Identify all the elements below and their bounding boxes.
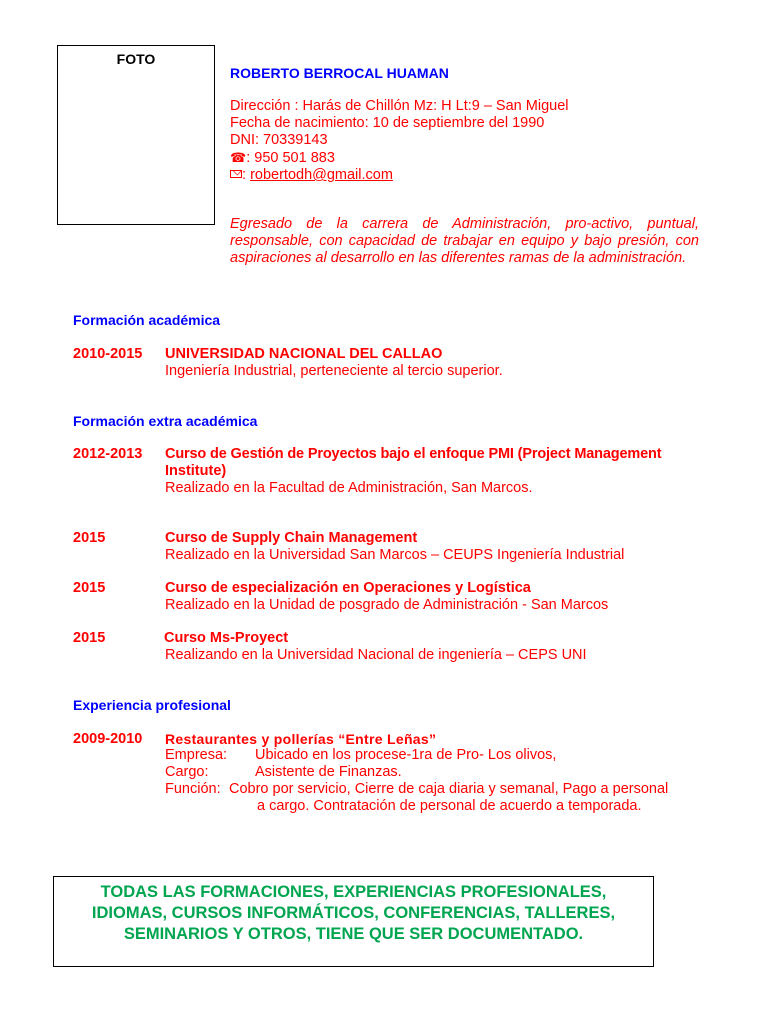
- address: Dirección : Harás de Chillón Mz: H Lt:9 – San Miguel: [230, 98, 569, 114]
- company-label: Empresa:: [165, 747, 228, 763]
- entry-year: 2015: [73, 630, 106, 646]
- email-prefix: :: [242, 167, 251, 183]
- photo-label: FOTO: [116, 51, 156, 67]
- entry-year: 2009-2010: [73, 731, 143, 747]
- role-value: Asistente de Finanzas.: [255, 764, 402, 780]
- entry-title: Curso Ms-Proyect: [164, 630, 289, 646]
- contact-block: [230, 98, 568, 184]
- notice-line: SEMINARIOS Y OTROS, TIENE QUE SER DOCUMENTADO.: [123, 925, 584, 943]
- candidate-name: ROBERTO BERROCAL HUAMAN: [230, 65, 449, 81]
- section-title-experience: Experiencia profesional: [73, 697, 231, 713]
- email-row: [230, 167, 568, 184]
- notice-text: [54, 882, 653, 945]
- section-title-academic: Formación académica: [73, 312, 221, 328]
- envelope-icon: [230, 170, 242, 178]
- entry-detail: Realizado en la Facultad de Administración, San Marcos.: [165, 480, 533, 496]
- email-link[interactable]: robertodh@gmail.com: [250, 167, 393, 183]
- function-value-cont: a cargo. Contratación de personal de acuerdo a temporada.: [257, 798, 642, 814]
- phone-row: [230, 149, 568, 167]
- section-title-extra: Formación extra académica: [73, 413, 258, 429]
- phone-number: : 950 501 883: [246, 150, 335, 166]
- entry-year: 2012-2013: [73, 446, 143, 462]
- entry-detail: Realizando en la Universidad Nacional de ingeniería – CEPS UNI: [165, 647, 587, 663]
- profile-summary: Egresado de la carrera de Administración, pro-activo, puntual, responsable, con capacidad de trabajar en equipo y bajo presión, con aspiraciones al desarrollo en las diferentes ramas de la administración.: [230, 216, 699, 266]
- entry-title: Restaurantes y pollerías “Entre Leñas”: [165, 731, 437, 747]
- photo-placeholder: [57, 45, 215, 225]
- entry-year: 2015: [73, 580, 106, 596]
- entry-title: Curso de Gestión de Proyectos bajo el enfoque PMI (Project Management: [165, 446, 662, 462]
- entry-detail: Realizado en la Universidad San Marcos – CEUPS Ingeniería Industrial: [165, 547, 625, 563]
- notice-line: IDIOMAS, CURSOS INFORMÁTICOS, CONFERENCIAS, TALLERES,: [91, 904, 616, 922]
- entry-year: 2010-2015: [73, 346, 143, 362]
- entry-title: UNIVERSIDAD NACIONAL DEL CALLAO: [165, 346, 443, 362]
- entry-title-cont: Institute): [165, 463, 227, 479]
- dni: DNI: 70339143: [230, 132, 328, 148]
- entry-detail: Realizado en la Unidad de posgrado de Administración - San Marcos: [165, 597, 609, 613]
- entry-year: 2015: [73, 530, 106, 546]
- function-value: Cobro por servicio, Cierre de caja diaria y semanal, Pago a personal: [229, 781, 669, 797]
- entry-detail: Ingeniería Industrial, perteneciente al tercio superior.: [165, 363, 503, 379]
- phone-icon: ☎: [230, 150, 247, 165]
- company-value: Ubicado en los procese-1ra de Pro- Los olivos,: [255, 747, 557, 763]
- birth-date: Fecha de nacimiento: 10 de septiembre del 1990: [230, 115, 545, 131]
- function-label: Función:: [165, 781, 221, 797]
- entry-title: Curso de Supply Chain Management: [165, 530, 418, 546]
- entry-title: Curso de especialización en Operaciones y Logística: [165, 580, 531, 596]
- notice-line: TODAS LAS FORMACIONES, EXPERIENCIAS PROFESIONALES,: [100, 883, 607, 901]
- role-label: Cargo:: [165, 764, 209, 780]
- documentation-notice: [53, 876, 654, 967]
